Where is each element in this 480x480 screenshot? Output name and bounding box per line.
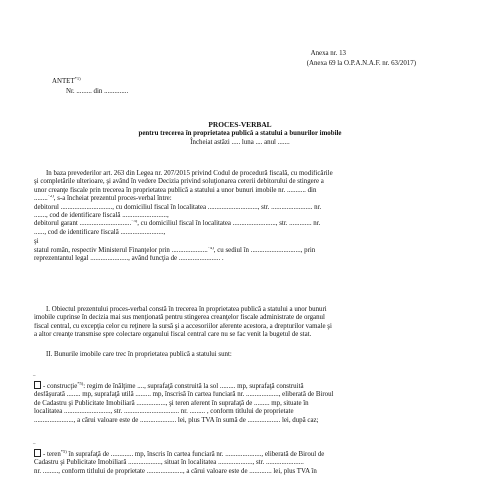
debtor-line: ......., cod de identificare fiscală .........................., [34,212,169,220]
land-option: - teren$^{*5)}$ în suprafaţă de ............. mp, înscris în cartea funciară nr. ....................., eliberată de Biroul de Cadastru şi Publicitate Imobiliară ..................., situat în localitatea ...................., str. ...................... nr. ........., conform titlului de proprietate ....................., a cărui valoare este de ............. lei, plus TVA în [34,449,325,475]
state-line: statul român, respectiv Ministerul Finanţelor prin .....................$^{*4)}$, cu sediul în ............................., prin [34,246,316,254]
section-2-heading: II. Bunurile imobile care trec în proprietatea publică a statului sunt: [46,351,232,358]
footnote-ref: *4) [207,246,214,250]
checkbox-top-mark: _ [33,372,36,377]
guarantor-line: ......, cod de identificare fiscală ........................., [34,228,166,236]
document-subtitle: pentru trecerea în proprietatea publică a statului a bunurilor imobile [138,130,342,137]
annex-number: Anexa nr. 13 [310,50,346,57]
checkbox-top-mark: _ [33,440,36,445]
footnote-ref: *5) [60,449,67,454]
and-conjunction: şi [34,238,39,246]
document-date-line: Încheiat astăzi ..... luna .... anul ....... [190,139,290,146]
intro-paragraph [34,170,452,263]
annex-reference: (Anexa 69 la O.P.A.N.A.F. nr. 63/2017) [306,60,416,67]
building-checkbox[interactable] [34,381,41,389]
antet-note: *1) [74,76,81,81]
section-1-paragraph: I. Obiectul prezentului proces-verbal constă în trecerea în proprietatea publică a statului a unor bunuri imobile cuprinse în decizia mai sus menţionată pentru stingerea creanţelor fiscale administrate de organul fiscal central, cu excepţia celor cu reţinere la sursă şi a accesoriilor aferente acestora, a drepturilor vamale şi a altor creanţe transmise spre colectare organului fiscal central care nu se fac venit la bugetul de stat. [34,306,332,339]
land-checkbox[interactable] [34,449,41,457]
antet-text: ANTET [52,78,75,85]
document-title: PROCES-VERBAL [208,120,272,129]
building-option: - construcţie$^{*5)}$: regim de înălţime ...., suprafaţă construită la sol ......... mp, suprafaţă construită desfăşurată ........ mp, suprafaţă utilă ......... mp, înscrisă în cartea funciară nr. ..................., eliberată de Biroul de Cadastru şi Publicitate Imobiliară ................., şi teren aferent în suprafaţă de ......... mp, situate în localitatea ..........................., str. ................................ nr. ......... , conform titlului de proprietate ......................., a cărui valoare este de ..................... lei, plus TVA în sumă de ................... lei, după caz; [34,381,334,424]
debtor-line: debitorul .............................., cu domiciliul fiscal în localitatea ............................., str. ........................ nr. [34,203,322,211]
footnote-ref: *5) [77,381,84,386]
intro-line: unor creanţe fiscale prin trecerea în proprietatea publică a statului a unor bunuri imobile nr. ........... din [34,186,317,194]
intro-line: ........$^{*2)}$, s-a încheiat prezentul proces-verbal între: [34,195,172,203]
letterhead-label [52,78,81,86]
footnote-ref: *3) [131,220,138,224]
registration-number-line: Nr. ......... din .............. [66,88,129,95]
state-line: reprezentantul legal ......................, având funcţia de ........................ . [34,255,224,263]
footnote-ref: *2) [47,195,54,199]
guarantor-line: debitorul garant ..............................$^{*3)}$, cu domiciliul fiscal în localitatea ........................., str. ............. nr. [34,220,321,228]
intro-line: şi completările ulterioare, şi având în vedere Decizia privind soluţionarea cererii debitorului de stingere a [34,178,324,186]
intro-line: În baza prevederilor art. 263 din Legea nr. 207/2015 privind Codul de procedură fiscală, cu modificările [46,170,333,177]
